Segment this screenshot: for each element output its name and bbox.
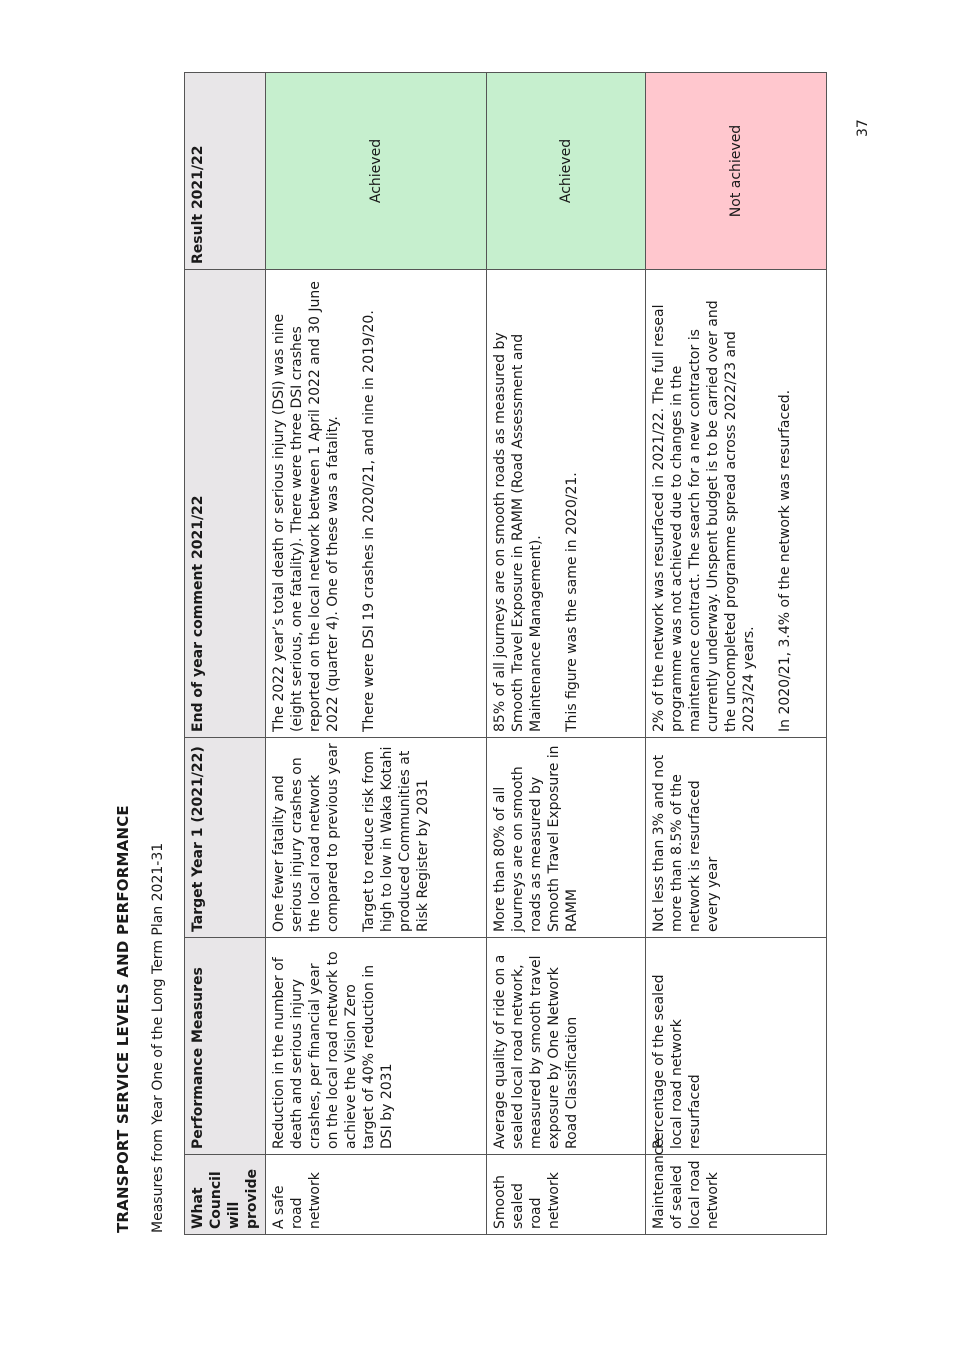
header-measures: Performance Measures bbox=[185, 938, 266, 1155]
comment-text-1: 2% of the network was resurfaced in 2021/22. The full reseal programme was not achieved due to changes in the maintenance contract. The search for a new contractor is currently underway. Unspent budget is to be carried over and the uncompleted programme spread across 2022/23 and 2023/24 years. bbox=[651, 300, 757, 732]
header-comment: End of year comment 2021/22 bbox=[185, 270, 266, 738]
cell-measures: Percentage of the sealed local road network resurfaced bbox=[646, 938, 827, 1155]
cell-measures: Average quality of ride on a sealed local road network, measured by smooth travel exposure by One Network Road Classification bbox=[487, 938, 646, 1155]
cell-provide: A safe road network bbox=[266, 1155, 487, 1235]
target-text-1: One fewer fatality and serious injury crashes on the local road network compared to previous year bbox=[271, 743, 341, 932]
header-provide: What Council will provide bbox=[185, 1155, 266, 1235]
cell-comment bbox=[646, 270, 827, 738]
target-text-2: Target to reduce risk from high to low in Waka Kotahi produced Communities at Risk Register by 2031 bbox=[361, 746, 431, 932]
target-text-1: More than 80% of all journeys are on smooth roads as measured by Smooth Travel Exposure in RAMM bbox=[492, 745, 580, 932]
comment-text-2: In 2020/21, 3.4% of the network was resurfaced. bbox=[777, 389, 793, 732]
cell-result-achieved: Achieved bbox=[266, 73, 487, 270]
header-result: Result 2021/22 bbox=[185, 73, 266, 270]
cell-provide: Maintenance of sealed local road network bbox=[646, 1155, 827, 1235]
table-row bbox=[487, 73, 646, 1235]
cell-provide: Smooth sealed road network bbox=[487, 1155, 646, 1235]
comment-text-1: 85% of all journeys are on smooth roads as measured by Smooth Travel Exposure in RAMM (Road Assessment and Maintenance Management). bbox=[492, 332, 544, 732]
performance-table bbox=[184, 72, 827, 1235]
cell-result-not-achieved: Not achieved bbox=[646, 73, 827, 270]
cell-target bbox=[266, 738, 487, 938]
table-row bbox=[266, 73, 487, 1235]
cell-comment bbox=[266, 270, 487, 738]
cell-target bbox=[646, 738, 827, 938]
cell-measures: Reduction in the number of death and serious injury crashes, per financial year on the local road network to achieve the Vision Zero target of 40% reduction in DSI by 2031 bbox=[266, 938, 487, 1155]
table-header-row bbox=[185, 73, 266, 1235]
target-text-1: Not less than 3% and not more than 8.5% of the network is resurfaced every year bbox=[651, 754, 721, 932]
page-number: 37 bbox=[855, 119, 871, 137]
table-row bbox=[646, 73, 827, 1235]
page-title: TRANSPORT SERVICE LEVELS AND PERFORMANCE bbox=[114, 805, 132, 1233]
page-subtitle: Measures from Year One of the Long Term Plan 2021-31 bbox=[150, 842, 166, 1233]
header-target: Target Year 1 (2021/22) bbox=[185, 738, 266, 938]
comment-text-2: There were DSI 19 crashes in 2020/21, and nine in 2019/20. bbox=[361, 310, 377, 732]
comment-text-2: This figure was the same in 2020/21. bbox=[564, 472, 580, 732]
comment-text-1: The 2022 year’s total death or serious injury (DSI) was nine (eight serious, one fatality). There were three DSI crashes reported on the local network between 1 April 2022 and 30 June 2022 (quarter 4). One of these was a fatality. bbox=[271, 281, 341, 732]
cell-target bbox=[487, 738, 646, 938]
cell-result-achieved: Achieved bbox=[487, 73, 646, 270]
cell-comment bbox=[487, 270, 646, 738]
